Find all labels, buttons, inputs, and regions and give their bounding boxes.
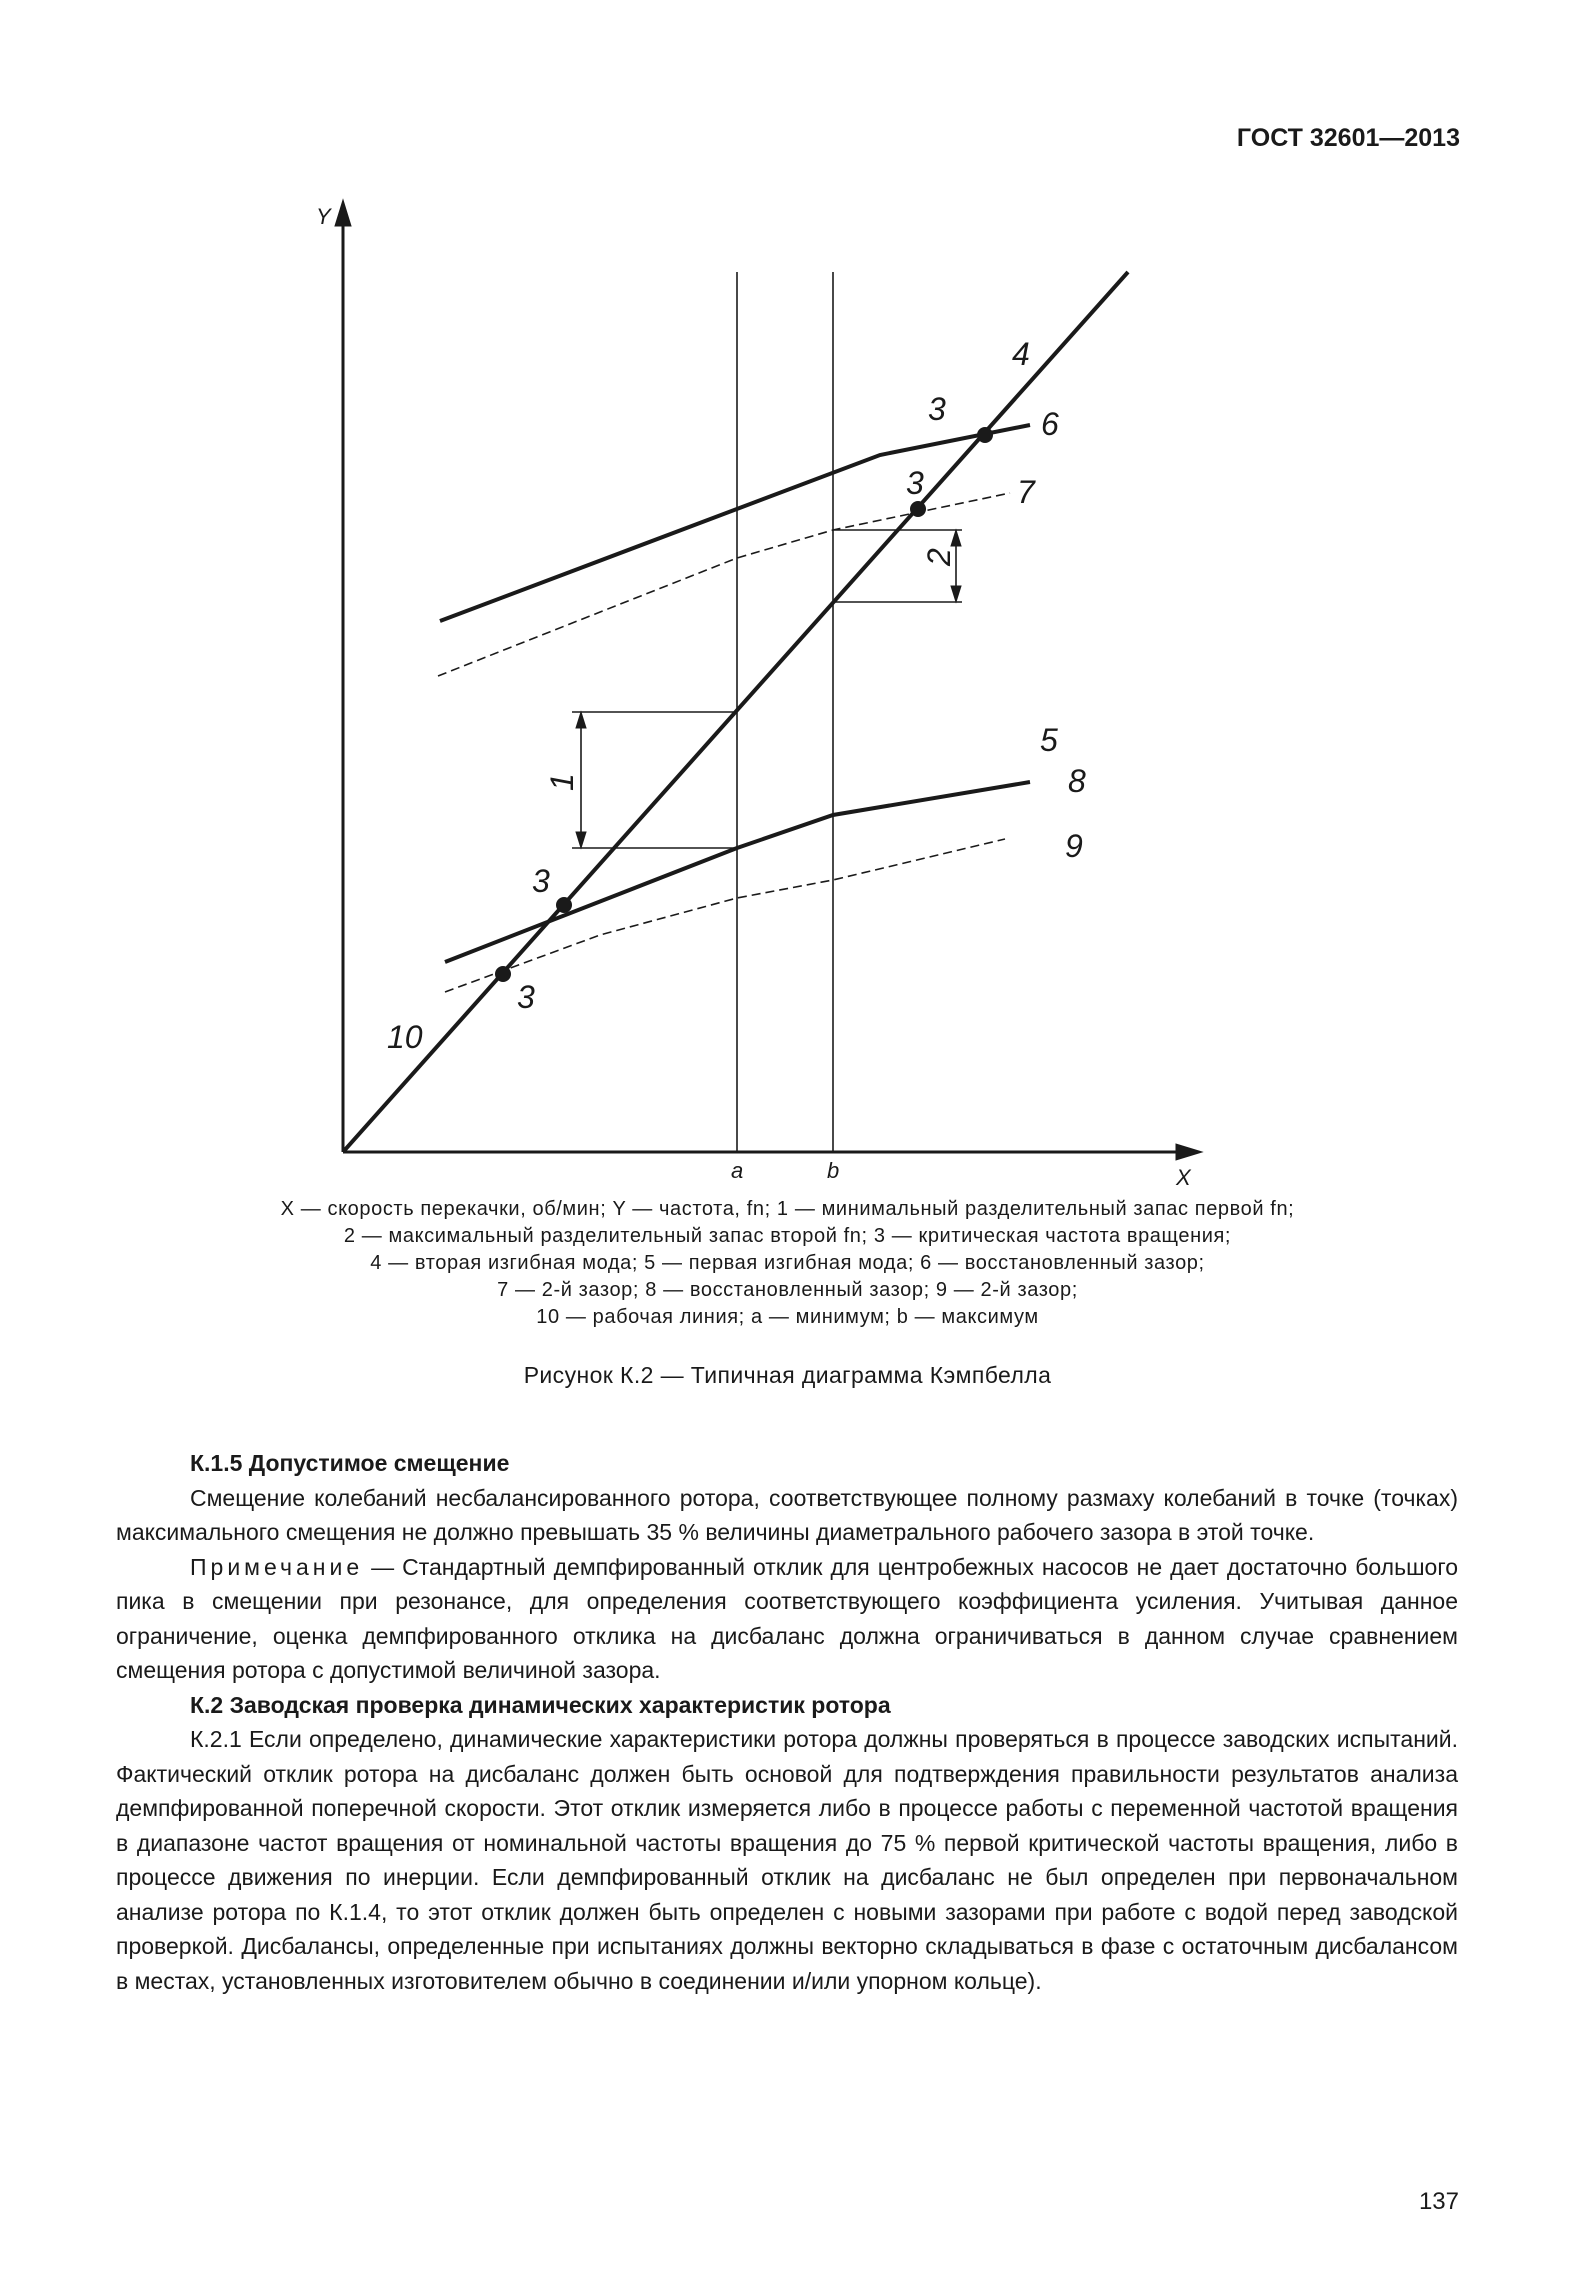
legend-line: 10 — рабочая линия; a — минимум; b — максимум — [536, 1306, 1039, 1328]
critical-point-bottom — [495, 966, 511, 982]
label-critical-lower: 3 — [532, 863, 550, 899]
legend-line: X — скорость перекачки, об/мин; Y — частота, fn; 1 — минимальный разделительный запас первой fn; — [280, 1198, 1295, 1220]
page-number: 137 — [1418, 2188, 1459, 2215]
marker-b-label: b — [827, 1158, 840, 1183]
label-second-clearance-upper: 7 — [1017, 474, 1035, 510]
standard-header: ГОСТ 32601—2013 — [1236, 124, 1460, 152]
figure-legend — [200, 1196, 1375, 1331]
dimension-arrow-icon — [951, 530, 961, 546]
note-text: — Стандартный демпфированный отклик для центробежных насосов не дает достаточно большого пика в смещении при резонансе, для определения соответствующего коэффициента усиления. Учитывая данное ограничение, оценка демпфированного отклика на дисбаланс должна ограничиваться в данном случае сравнением смещения ротора с допустимой величиной зазора. — [116, 1553, 1458, 1683]
section-heading: К.1.5 Допустимое смещение — [190, 1450, 510, 1476]
min-margin-dimension — [572, 712, 737, 848]
dimension-arrow-icon — [576, 712, 586, 728]
label-min-margin: 1 — [544, 773, 580, 791]
body-text — [116, 1446, 1458, 1998]
second-clearance-lower-curve — [445, 839, 1005, 992]
dimension-arrow-icon — [576, 832, 586, 848]
critical-point-top — [977, 427, 993, 443]
legend-line: 4 — вторая изгибная мода; 5 — первая изгибная мода; 6 — восстановленный зазор; — [370, 1252, 1205, 1274]
x-axis-arrow-icon — [1176, 1144, 1202, 1160]
figure-caption: Рисунок К.2 — Типичная диаграмма Кэмпбелла — [523, 1362, 1052, 1388]
y-axis-label: Y — [316, 204, 331, 229]
label-second-bending-mode: 4 — [1012, 336, 1030, 372]
second-clearance-upper-curve — [438, 493, 1010, 676]
critical-point-mid — [910, 501, 926, 517]
label-max-margin: 2 — [921, 548, 957, 566]
legend-line: 2 — максимальный разделительный запас второй fn; 3 — критическая частота вращения; — [343, 1225, 1232, 1247]
legend-line: 7 — 2-й зазор; 8 — восстановленный зазор; 9 — 2-й зазор; — [497, 1279, 1078, 1301]
label-second-clearance-lower: 9 — [1065, 828, 1083, 864]
critical-point-lower — [556, 897, 572, 913]
note-paragraph — [116, 1550, 1458, 1688]
label-critical-bottom: 3 — [517, 979, 535, 1015]
note-label: Примечание — [190, 1553, 364, 1580]
paragraph: К.2.1 Если определено, динамические характеристики ротора должны проверяться в процессе заводских испытаний. Фактический отклик ротора на дисбаланс должен быть основой для подтверждения правильности результатов анализа демпфированной поперечной скорости. Этот отклик измеряется либо в процессе работы с переменной частотой вращения в диапазоне частот вращения от номинальной частоты вращения до 75 % первой критической частоты вращения, либо в процессе движения по инерции. Если демпфированный отклик на дисбаланс не был определен при первоначальном анализе ротора по К.1.4, то этот отклик должен быть определен с новыми зазорами при работе с водой перед заводской проверкой. Дисбалансы, определенные при испытаниях должны векторно складываться в фазе с остаточным дисбалансом в местах, установленных изготовителем обычно в соединении и/или упорном кольце). — [116, 1726, 1458, 1994]
label-operating-line: 10 — [387, 1019, 423, 1055]
y-axis-arrow-icon — [335, 200, 351, 226]
label-first-bending-mode: 5 — [1040, 722, 1058, 758]
x-axis-label: X — [1176, 1165, 1191, 1190]
marker-a-label: a — [731, 1158, 744, 1183]
paragraph: Смещение колебаний несбалансированного ротора, соответствующее полному размаху колебаний в точке (точках) максимального смещения не должно превышать 35 % величины диаметрального рабочего зазора в этой точке. — [116, 1484, 1458, 1545]
restored-clearance-upper-curve — [440, 425, 1030, 621]
label-restored-clearance-lower: 8 — [1068, 763, 1086, 799]
section-heading: К.2 Заводская проверка динамических характеристик ротора — [190, 1691, 891, 1718]
label-critical-top: 3 — [928, 391, 946, 427]
label-critical-mid: 3 — [906, 465, 924, 501]
dimension-arrow-icon — [951, 586, 961, 602]
label-restored-clearance-upper: 6 — [1041, 406, 1059, 442]
